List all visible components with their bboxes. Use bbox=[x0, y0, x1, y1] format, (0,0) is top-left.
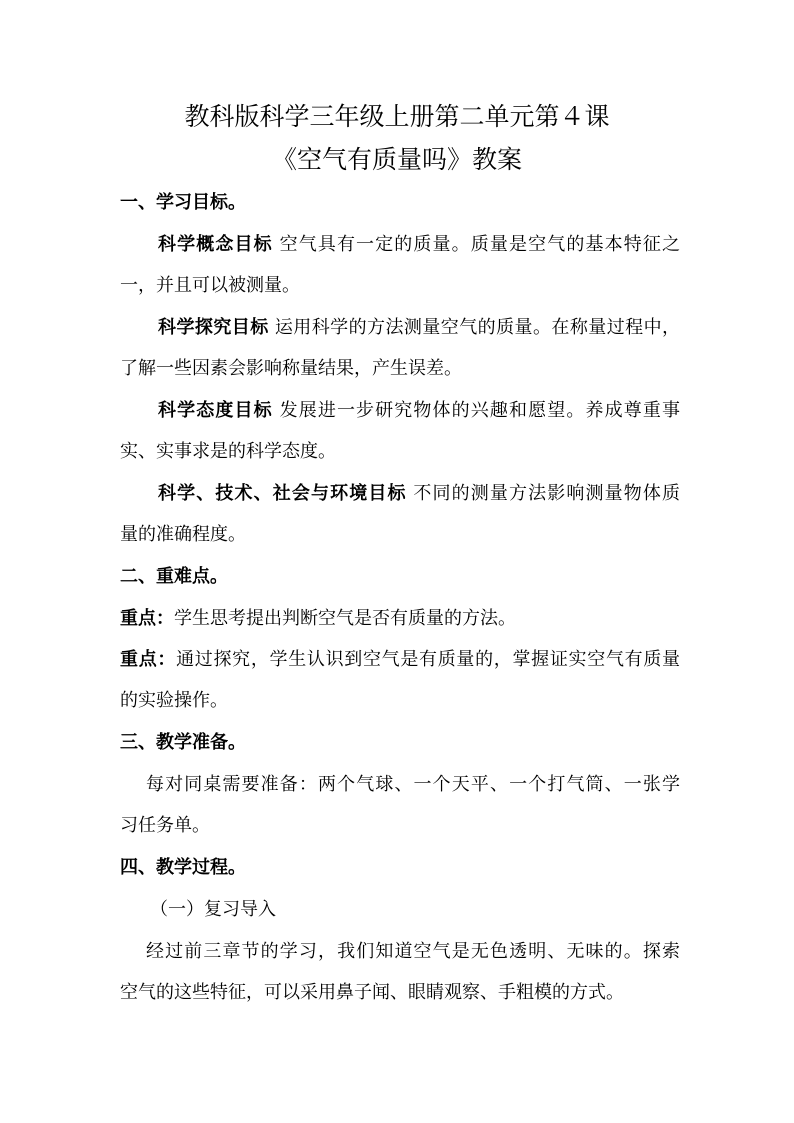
objective-inquiry-text: 运用科学的方法测量空气的质量。在称量过程中， bbox=[274, 317, 681, 338]
subsection-heading-review: （一）复习导入 bbox=[150, 899, 276, 920]
objective-attitude-line2: 实、实事求是的科学态度。 bbox=[120, 441, 336, 462]
objective-concept-text: 空气具有一定的质量。质量是空气的基本特征之 bbox=[279, 234, 680, 255]
section-heading-key-points: 二、重难点。 bbox=[120, 566, 228, 587]
objective-sts-line2: 量的准确程度。 bbox=[120, 524, 246, 545]
section-heading-objectives: 一、学习目标。 bbox=[120, 192, 246, 213]
objective-attitude-line1 bbox=[158, 398, 680, 424]
objective-attitude-text: 发展进一步研究物体的兴趣和愿望。养成尊重事 bbox=[279, 400, 680, 421]
key-point-1-label: 重点： bbox=[120, 608, 174, 629]
objective-inquiry-line2: 了解一些因素会影响称量结果，产生误差。 bbox=[120, 358, 462, 379]
preparation-line1: 每对同桌需要准备：两个气球、一个天平、一个打气筒、一张学 bbox=[146, 774, 680, 795]
intro-line1: 经过前三章节的学习，我们知道空气是无色透明、无味的。探索 bbox=[146, 941, 680, 962]
section-heading-preparation: 三、教学准备。 bbox=[120, 732, 246, 753]
doc-title-line1: 教科版科学三年级上册第二单元第４课 bbox=[184, 102, 610, 131]
objective-inquiry-label: 科学探究目标 bbox=[158, 317, 269, 338]
key-point-2-text: 通过探究，学生认识到空气是有质量的，掌握证实空气有质量 bbox=[176, 649, 681, 670]
key-point-1 bbox=[120, 606, 680, 632]
key-point-2-label: 重点： bbox=[120, 649, 177, 670]
key-point-2-line2: 的实验操作。 bbox=[120, 690, 228, 711]
objective-sts-label: 科学、技术、社会与环境目标 bbox=[158, 483, 407, 504]
objective-concept-label: 科学概念目标 bbox=[158, 234, 273, 255]
objective-inquiry-line1 bbox=[158, 315, 680, 341]
preparation-line2: 习任务单。 bbox=[120, 815, 210, 836]
key-point-1-text: 学生思考提出判断空气是否有质量的方法。 bbox=[174, 608, 516, 629]
objective-sts-text: 不同的测量方法影响测量物体质 bbox=[413, 483, 680, 504]
doc-title-line2: 《空气有质量吗》教案 bbox=[271, 145, 522, 174]
objective-attitude-label: 科学态度目标 bbox=[158, 400, 273, 421]
objective-sts-line1 bbox=[158, 481, 680, 507]
key-point-2-line1 bbox=[120, 647, 680, 673]
intro-line2: 空气的这些特征，可以采用鼻子闻、眼睛观察、手粗模的方式。 bbox=[120, 982, 624, 1003]
objective-concept-line1 bbox=[158, 232, 680, 258]
section-heading-process: 四、教学过程。 bbox=[120, 857, 246, 878]
objective-concept-line2: 一，并且可以被测量。 bbox=[120, 275, 300, 296]
